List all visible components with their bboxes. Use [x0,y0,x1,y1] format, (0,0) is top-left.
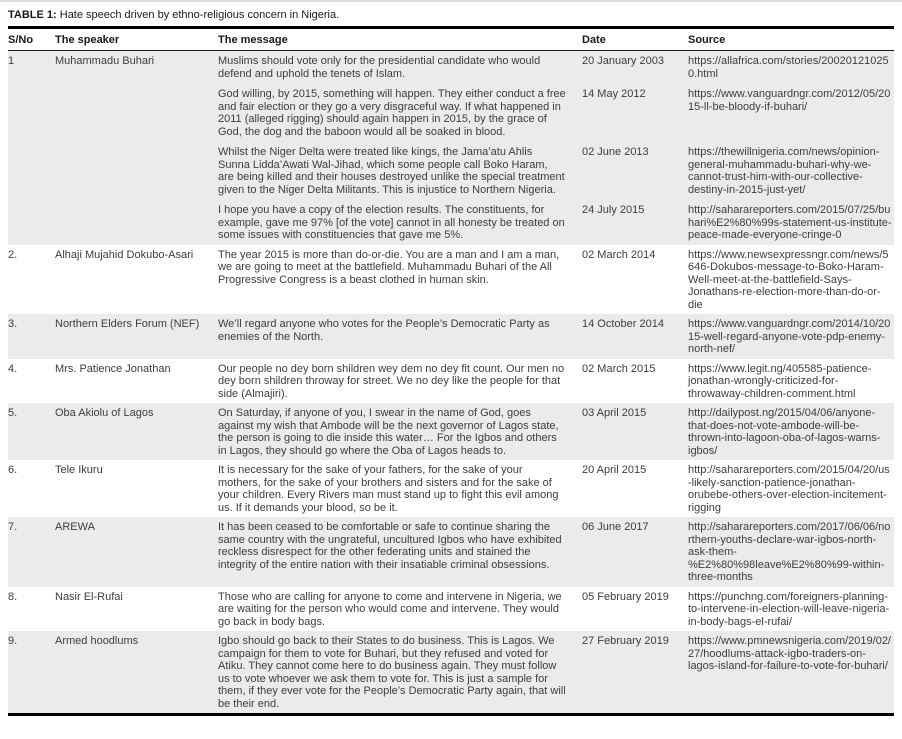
message-cell: It is necessary for the sake of your fathers, for the sake of your mothers, for the sake of your brothers and sisters and for the sake of your children. Every Rivers man must stand up to fight this evil among us. If it demands your blood, so be it. [218,464,559,514]
table-title [8,6,894,26]
source-cell: https://punchng.com/foreigners-planning-to-intervene-in-election-will-leave-nigeria-in-body-bags-el-rufai/ [688,590,890,628]
message-cell: We’ll regard anyone who votes for the People’s Democratic Party as enemies of the North. [218,318,550,343]
row-number: 5. [8,407,18,419]
col-header-speaker: The speaker [55,34,120,46]
row-number: 3. [8,318,18,330]
row-number: 9. [8,635,18,647]
message-cell: Igbo should go back to their States to do business. This is Lagos. We campaign for them to vote for Buhari, but they refused and voted for Atiku. They cannot come here to do business again. They must follow us to vote whoever we ask them to vote for. This is just a sample for them, if they ever vote for the People’s Democratic Party again, that will be their end. [218,635,566,710]
speaker-cell: Mrs. Patience Jonathan [55,362,171,375]
message-cell: Our people no dey born shildren wey dem no dey fit count. Our men no dey born shildren throway for street. We no dey like the people for that side (Almajiri). [218,362,565,400]
date-cell: 14 October 2014 [582,318,664,330]
row-number: 8. [8,590,18,603]
date-cell: 24 July 2015 [582,204,645,216]
date-cell: 02 June 2013 [582,146,649,158]
message-cell: Those who are calling for anyone to come and intervene in Nigeria, we are waiting for the person who would come and intervene. They would go back in body bags. [218,590,562,628]
col-header-message: The message [218,34,288,46]
date-cell: 20 April 2015 [582,464,647,476]
row-number: 4. [8,362,18,375]
speaker-cell: Tele Ikuru [55,464,103,476]
table-row-4 [8,359,894,404]
table-row-7 [8,517,894,587]
bottom-rule [8,713,894,716]
date-cell: 02 March 2015 [582,362,656,375]
speaker-cell: AREWA [55,521,95,533]
speaker-cell: Alhaji Mujahid Dokubo-Asari [55,248,194,261]
table-title-caption: Hate speech driven by ethno-religious concern in Nigeria. [56,9,340,21]
message-cell: God willing, by 2015, something will happen. They either conduct a free and fair election or they go a very disgraceful way. If what happened in 2011 (alleged rigging) should again happen in 2015, by the grace of God, the dog and the baboon would all be soaked in blood. [218,88,566,138]
speaker-cell: Northern Elders Forum (NEF) [55,318,200,330]
source-cell: https://thewillnigeria.com/news/opinion-general-muhammadu-buhari-why-we-cannot-trust-him-with-our-collective-destiny-in-2015-just-yet/ [688,146,880,196]
table-row-6 [8,460,894,517]
table-row-3 [8,314,894,359]
source-cell: https://www.vanguardngr.com/2012/05/2015-ll-be-bloody-if-buhari/ [688,88,891,113]
source-cell: https://www.newsexpressngr.com/news/5646-Dokubos-message-to-Boko-Haram-Well-meet-at-the-battlefield-Says-Jonathans-re-election-more-than-do-or-die [688,248,889,311]
message-cell: On Saturday, if anyone of you, I swear in the name of God, goes against my wish that Ambode will be the next governor of Lagos state, the person is going to die inside this water… For the Igbos and others in Lagos, they should go where the Oba of Lagos heads to. [218,407,559,457]
table-row-2 [8,245,894,315]
row-number: 1 [8,55,15,67]
speaker-cell: Oba Akiolu of Lagos [55,407,154,419]
source-cell: http://saharareporters.com/2015/04/20/us-likely-sanction-patience-jonathan-orubebe-others-over-election-incitement-rigging [688,464,890,514]
row-number: 2. [8,248,18,261]
source-cell: https://www.pmnewsnigeria.com/2019/02/27/hoodlums-attack-igbo-traders-on-lagos-island-for-failure-to-vote-for-buhari/ [688,635,891,672]
table-body [8,51,894,713]
row-number: 6. [8,464,18,476]
source-cell: http://saharareporters.com/2017/06/06/northern-youths-declare-war-igbos-north-ask-them-%E2%80%98leave%E2%80%99-within-three-months [688,521,891,583]
date-cell: 05 February 2019 [582,590,669,603]
table-row-8 [8,587,894,632]
date-cell: 20 January 2003 [582,55,664,67]
table-header-row [8,29,894,50]
col-header-sno: S/No [8,34,34,46]
date-cell: 03 April 2015 [582,407,647,419]
source-cell: https://allafrica.com/stories/200201210250.html [688,55,889,80]
source-cell: https://www.vanguardngr.com/2014/10/2015-well-regard-anyone-vote-pdp-enemy-north-nef/ [688,318,891,355]
source-cell: http://dailypost.ng/2015/04/06/anyone-that-does-not-vote-ambode-will-be-thrown-into-lagoon-oba-of-lagos-warns-igbos/ [688,407,881,457]
speaker-cell: Armed hoodlums [55,635,139,647]
table-row-9 [8,631,894,713]
col-header-source: Source [688,34,726,46]
source-cell: https://www.legit.ng/405585-patience-jonathan-wrongly-criticized-for-throwaway-children-comment.html [688,362,872,400]
speaker-cell: Nasir El-Rufai [55,590,123,603]
speaker-cell: Muhammadu Buhari [55,55,155,67]
row-number: 7. [8,521,18,533]
source-cell: http://saharareporters.com/2015/07/25/buhari%E2%80%99s-statement-us-institute-peace-made-everyone-cringe-0 [688,204,892,241]
message-cell: Whilst the Niger Delta were treated like kings, the Jama’atu Ahlis Sunna Lidda’Awati Wal-Jihad, which some people call Boko Haram, are being killed and their houses destroyed unlike the special treatment given to the Niger Delta Militants. This is injustice to Northern Nigeria. [218,146,565,196]
message-cell: It has been ceased to be comfortable or safe to continue sharing the same country with the ungrateful, uncultured Igbos who have exhibited reckless disrespect for the other federating units and stained the integrity of the entire nation with their insatiable criminal obsessions. [218,521,562,571]
message-cell: I hope you have a copy of the election results. The constituents, for example, gave me 97% [of the vote] cannot in all honesty be treated on some issues with constituencies that gave me 5%. [218,204,565,241]
table-row-5 [8,403,894,460]
date-cell: 02 March 2014 [582,248,656,261]
message-cell: Muslims should vote only for the presidential candidate who would defend and uphold the tenets of Islam. [218,55,541,80]
date-cell: 27 February 2019 [582,635,669,647]
col-header-date: Date [582,34,606,46]
date-cell: 14 May 2012 [582,88,646,100]
message-cell: The year 2015 is more than do-or-die. You are a man and I am a man, we are going to meet at the battlefield. Muhammadu Buhari of the All Progressive Congress is a beast clothed in human skin. [218,248,560,286]
table-title-label: TABLE 1: [8,9,57,21]
table-row-1 [8,51,894,245]
date-cell: 06 June 2017 [582,521,649,533]
